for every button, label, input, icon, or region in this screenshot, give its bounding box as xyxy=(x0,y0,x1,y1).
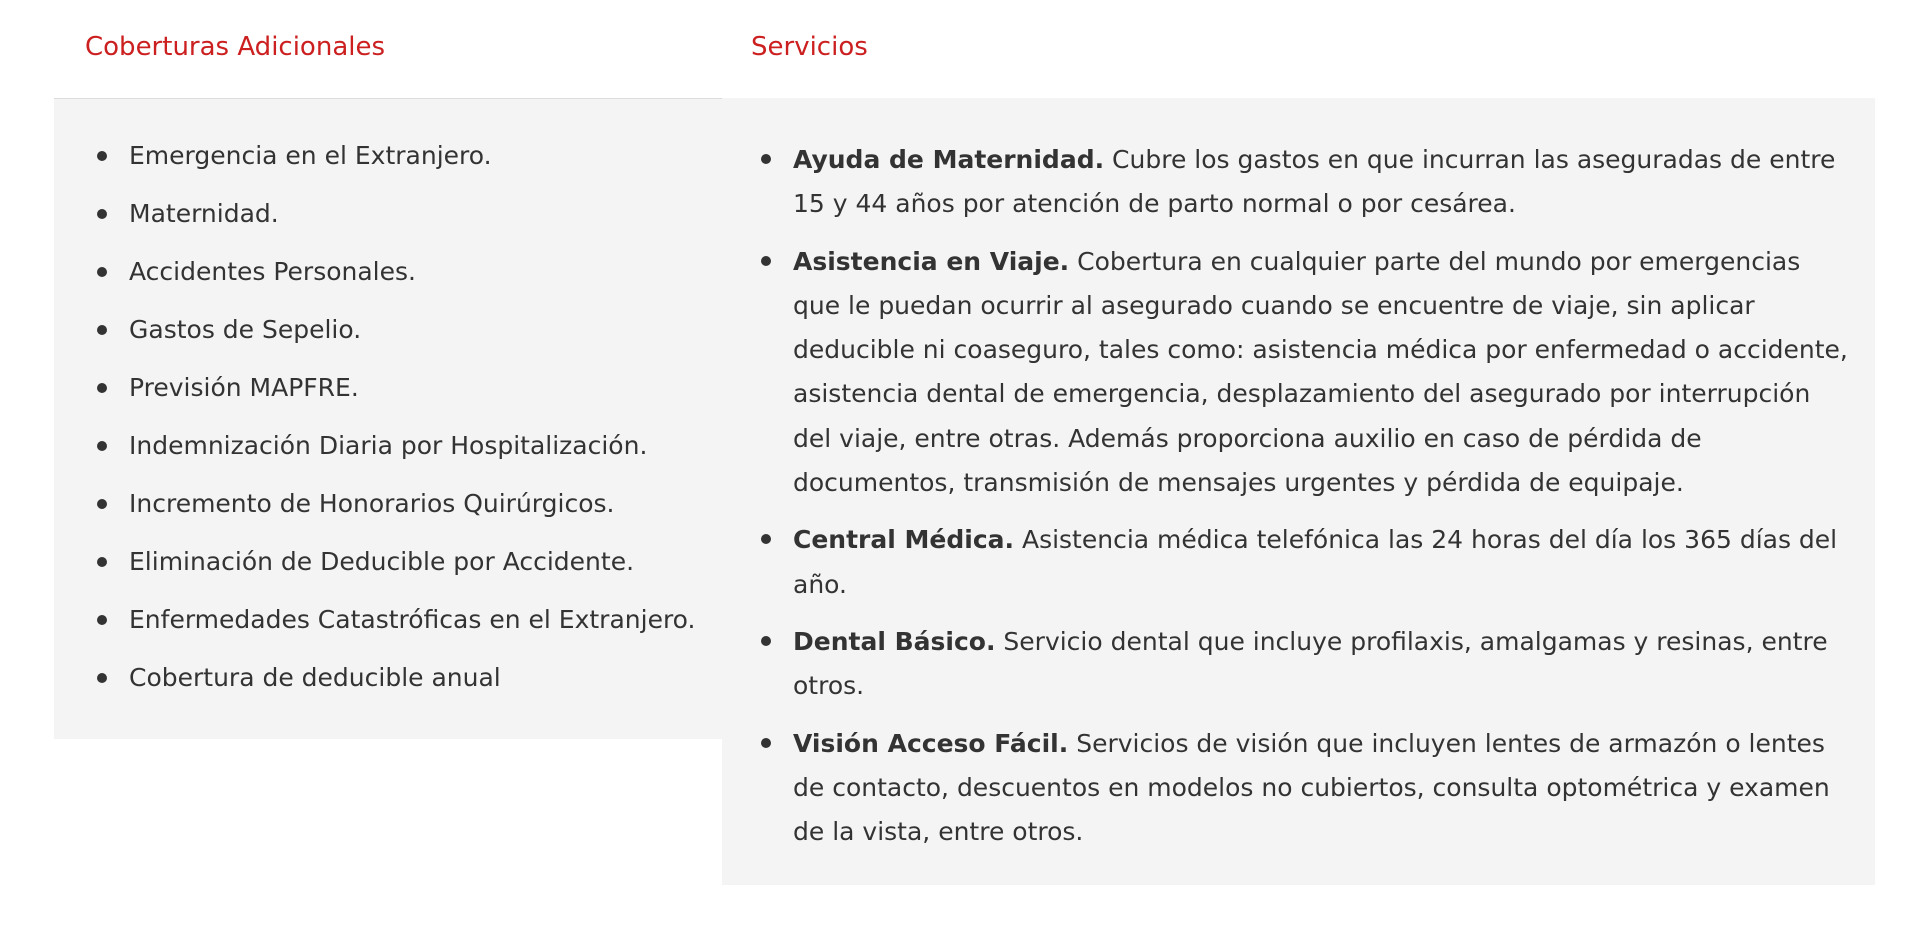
list-item xyxy=(54,255,722,313)
tab-label: Coberturas Adicionales xyxy=(85,32,386,62)
coberturas-panel xyxy=(54,99,722,739)
tab-servicios[interactable] xyxy=(722,0,1875,100)
coberturas-list xyxy=(54,139,722,719)
bullet-icon xyxy=(761,256,771,266)
bullet-icon xyxy=(97,151,107,161)
list-item-label: Previsión MAPFRE. xyxy=(129,373,359,402)
service-title: Dental Básico. xyxy=(793,626,996,656)
bullet-icon xyxy=(761,738,771,748)
service-description: Asistencia médica telefónica las 24 horas del día los 365 días del año. xyxy=(793,525,1838,599)
list-item-label: Indemnización Diaria por Hospitalización. xyxy=(129,431,648,460)
list-item-label: Enfermedades Catastróficas en el Extranjero. xyxy=(129,605,696,634)
bullet-icon xyxy=(761,534,771,544)
bullet-icon xyxy=(97,267,107,277)
service-title: Ayuda de Maternidad. xyxy=(793,145,1105,174)
list-item xyxy=(722,620,1875,709)
list-item-label: Emergencia en el Extranjero. xyxy=(129,141,492,170)
tab-coberturas-adicionales[interactable] xyxy=(54,0,722,100)
bullet-icon xyxy=(97,673,107,683)
list-item-label: Accidentes Personales. xyxy=(129,257,416,286)
list-item xyxy=(54,545,722,603)
bullet-icon xyxy=(97,441,107,451)
servicios-panel xyxy=(722,98,1875,885)
bullet-icon xyxy=(97,209,107,219)
bullet-icon xyxy=(97,499,107,509)
tab-bar xyxy=(0,0,1924,100)
list-item xyxy=(722,722,1875,855)
list-item xyxy=(54,371,722,429)
list-item xyxy=(54,487,722,545)
list-item xyxy=(54,661,722,719)
list-item xyxy=(722,518,1875,607)
bullet-icon xyxy=(97,557,107,567)
service-description: Servicio dental que incluye profilaxis, amalgamas y resinas, entre otros. xyxy=(793,626,1828,701)
bullet-icon xyxy=(97,615,107,625)
list-item xyxy=(54,139,722,197)
list-item xyxy=(54,429,722,487)
service-description: Servicios de visión que incluyen lentes de armazón o lentes de contacto, descuentos en modelos no cubiertos, consulta optométrica y examen de la vista, entre otros. xyxy=(793,728,1830,847)
bullet-icon xyxy=(97,383,107,393)
servicios-list xyxy=(722,138,1875,867)
service-title: Central Médica. xyxy=(793,525,1015,555)
tab-label: Servicios xyxy=(751,32,868,62)
list-item-label: Maternidad. xyxy=(129,199,279,228)
list-item xyxy=(722,138,1875,227)
list-item-label: Eliminación de Deducible por Accidente. xyxy=(129,547,635,576)
service-description: Cubre los gastos en que incurran las aseguradas de entre 15 y 44 años por atención de parto normal o por cesárea. xyxy=(793,145,1836,219)
list-item xyxy=(54,313,722,371)
list-item xyxy=(54,603,722,661)
service-title: Visión Acceso Fácil. xyxy=(793,728,1069,758)
service-title: Asistencia en Viaje. xyxy=(793,246,1070,276)
bullet-icon xyxy=(97,325,107,335)
list-item xyxy=(722,240,1875,506)
list-item-label: Cobertura de deducible anual xyxy=(129,663,501,692)
bullet-icon xyxy=(761,636,771,646)
list-item-label: Incremento de Honorarios Quirúrgicos. xyxy=(129,489,615,518)
service-description: Cobertura en cualquier parte del mundo por emergencias que le puedan ocurrir al asegurado cuando se encuentre de viaje, sin aplicar deducible ni coaseguro, tales como: asistencia médica por enfermedad o accidente, asistencia dental de emergencia, desplazamiento del asegurado por interrupción del viaje, entre otras. Además proporciona auxilio en caso de pérdida de documentos, transmisión de mensajes urgentes y pérdida de equipaje. xyxy=(793,246,1848,498)
bullet-icon xyxy=(761,154,771,164)
list-item xyxy=(54,197,722,255)
list-item-label: Gastos de Sepelio. xyxy=(129,315,362,344)
